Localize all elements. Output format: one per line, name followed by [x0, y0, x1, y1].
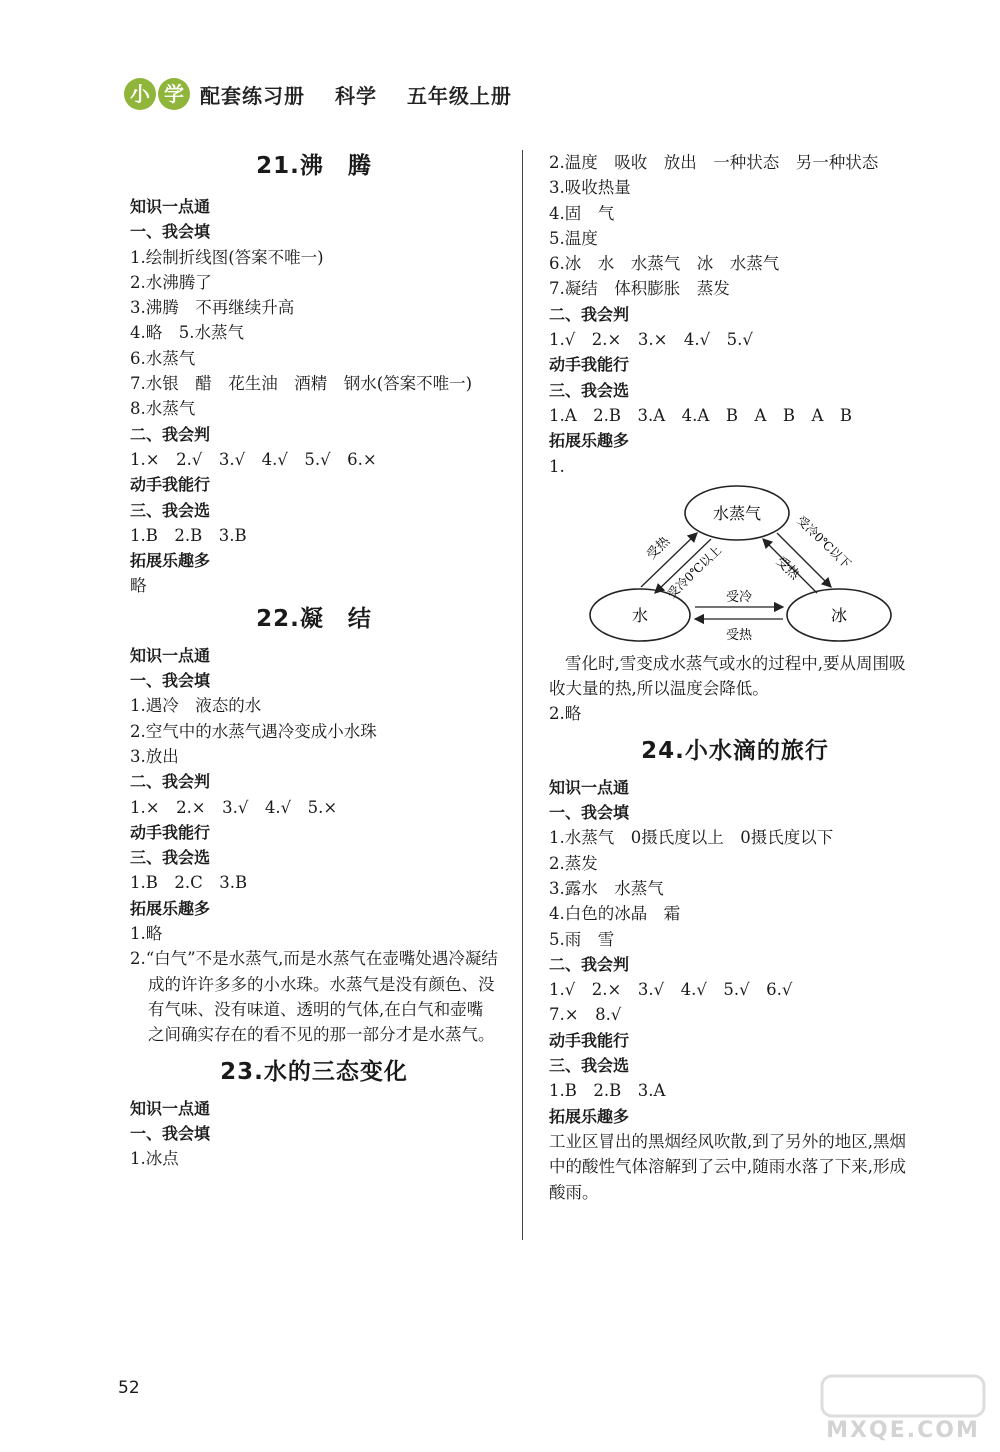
extend-answer: 1.略	[130, 924, 163, 944]
hands-on-heading: 动手我能行	[130, 475, 211, 495]
water-label: 水	[631, 605, 649, 625]
answer-item: 1.冰点	[130, 1149, 179, 1169]
answer-item: 2.水沸腾了	[130, 272, 212, 292]
judge-answers: 1.× 2.√ 3.√ 4.√ 5.√ 6.×	[130, 449, 377, 469]
answer-item: 5.温度	[549, 228, 598, 248]
choose-heading: 三、我会选	[549, 1056, 630, 1076]
knowledge-heading: 知识一点通	[549, 777, 630, 797]
extend-paragraph: 2.“白气”不是水蒸气,而是水蒸气在壶嘴处遇冷凝结成的许许多多的小水珠。水蒸气是没有颜色、没有气味、没有味道、透明的气体,在白气和壶嘴之间确实存在的看不见的那一部分才是水蒸气。	[130, 949, 498, 1045]
extend-answer: 略	[130, 576, 147, 596]
judge-heading: 二、我会判	[549, 954, 630, 974]
answer-item: 1.遇冷 液态的水	[130, 696, 262, 716]
answer-item: 6.冰 水 水蒸气 冰 水蒸气	[549, 254, 780, 274]
fill-heading: 一、我会填	[130, 1123, 211, 1143]
answer-item: 8.水蒸气	[130, 399, 196, 419]
answer-item: 6.水蒸气	[130, 348, 196, 368]
knowledge-heading: 知识一点通	[130, 1098, 211, 1118]
extend-heading: 拓展乐趣多	[130, 898, 211, 918]
water-states-diagram	[549, 479, 921, 651]
label-bottom-heat: 受热	[725, 627, 753, 643]
section-title-22: 22.凝 结	[256, 605, 372, 632]
extend-paragraph: 工业区冒出的黑烟经风吹散,到了另外的地区,黑烟中的酸性气体溶解到了云中,随雨水落了下来,形成酸雨。	[549, 1131, 906, 1202]
answer-item: 4.略 5.水蒸气	[130, 323, 244, 343]
answer-item: 7.凝结 体积膨胀 蒸发	[549, 279, 730, 299]
judge-heading: 二、我会判	[130, 424, 211, 444]
watermark-logo	[818, 1372, 988, 1448]
answer-item: 2.蒸发	[549, 853, 598, 873]
vapor-label: 水蒸气	[712, 503, 762, 523]
section-title-23: 23.水的三态变化	[220, 1058, 408, 1085]
judge-heading: 二、我会判	[549, 304, 630, 324]
label-left-heat: 受热	[644, 533, 674, 563]
judge-answers-cont: 7.× 8.√	[549, 1005, 622, 1025]
section-title-21: 21.沸 腾	[256, 153, 372, 179]
hands-on-heading: 动手我能行	[130, 822, 211, 842]
page-number: 52	[118, 1378, 140, 1398]
answer-item: 7.水银 醋 花生油 酒精 钢水(答案不唯一)	[130, 374, 473, 394]
states-cycle-svg	[549, 479, 921, 651]
answer-item: 3.吸收热量	[549, 178, 631, 198]
answer-item: 5.雨 雪	[549, 929, 615, 949]
answer-item: 2.温度 吸收 放出 一种状态 另一种状态	[549, 153, 879, 172]
subject-name: 科学	[334, 84, 377, 108]
column-divider	[522, 150, 523, 1240]
book-logo	[122, 76, 194, 112]
label-right-cool: 受冷0℃以下	[794, 512, 854, 572]
extend-heading: 拓展乐趣多	[549, 431, 630, 451]
section-title-24: 24.小水滴的旅行	[641, 737, 829, 764]
svg-text:小: 小	[130, 82, 150, 106]
judge-answers: 1.√ 2.× 3.× 4.√ 5.√	[549, 330, 753, 350]
knowledge-heading: 知识一点通	[130, 197, 211, 216]
choose-heading: 三、我会选	[549, 380, 630, 400]
label-bottom-cool: 受冷	[725, 589, 753, 605]
choose-heading: 三、我会选	[130, 500, 211, 520]
extend-paragraph: 雪化时,雪变成水蒸气或水的过程中,要从周围吸收大量的热,所以温度会降低。	[549, 653, 906, 699]
judge-heading: 二、我会判	[130, 772, 211, 792]
header-title	[200, 80, 534, 109]
judge-answers: 1.√ 2.× 3.√ 4.√ 5.√ 6.√	[549, 980, 793, 1000]
watermark-shape	[818, 1372, 988, 1422]
left-column	[130, 150, 498, 1171]
right-column	[549, 150, 921, 1205]
knowledge-heading: 知识一点通	[130, 645, 211, 665]
ice-label: 冰	[830, 605, 848, 625]
extend-heading: 拓展乐趣多	[130, 551, 211, 571]
hands-on-heading: 动手我能行	[549, 1030, 630, 1050]
choose-heading: 三、我会选	[130, 848, 211, 868]
page-header	[122, 72, 542, 116]
extend-answer: 1.	[549, 456, 565, 476]
svg-text:学: 学	[164, 82, 184, 106]
fill-heading: 一、我会填	[549, 803, 630, 823]
judge-answers: 1.× 2.× 3.√ 4.√ 5.×	[130, 797, 338, 817]
choose-answers: 1.A 2.B 3.A 4.A B A B A B	[549, 405, 853, 425]
book-name: 配套练习册	[200, 84, 305, 108]
answer-item: 1.绘制折线图(答案不唯一)	[130, 247, 324, 267]
watermark-text: MXQE.COM	[826, 1418, 980, 1443]
fill-heading: 一、我会填	[130, 671, 211, 691]
hands-on-heading: 动手我能行	[549, 355, 630, 375]
answer-item: 3.露水 水蒸气	[549, 878, 664, 898]
answer-item: 4.固 气	[549, 203, 615, 223]
answer-item: 1.水蒸气 0摄氏度以上 0摄氏度以下	[549, 828, 834, 848]
choose-answers: 1.B 2.B 3.B	[130, 525, 247, 545]
grade-name: 五年级上册	[406, 84, 512, 108]
fill-heading: 一、我会填	[130, 222, 211, 242]
extend-heading: 拓展乐趣多	[549, 1106, 630, 1126]
choose-answers: 1.B 2.C 3.B	[130, 873, 248, 893]
answer-item: 4.白色的冰晶 霜	[549, 904, 681, 924]
label-right-heat: 受热	[772, 553, 802, 583]
answer-item: 3.放出	[130, 746, 179, 766]
extend-answer: 2.略	[549, 704, 582, 724]
answer-item: 2.空气中的水蒸气遇冷变成小水珠	[130, 721, 377, 741]
label-left-cool: 受冷0℃以上	[664, 542, 724, 602]
answer-item: 3.沸腾 不再继续升高	[130, 298, 295, 318]
choose-answers: 1.B 2.B 3.A	[549, 1081, 666, 1101]
